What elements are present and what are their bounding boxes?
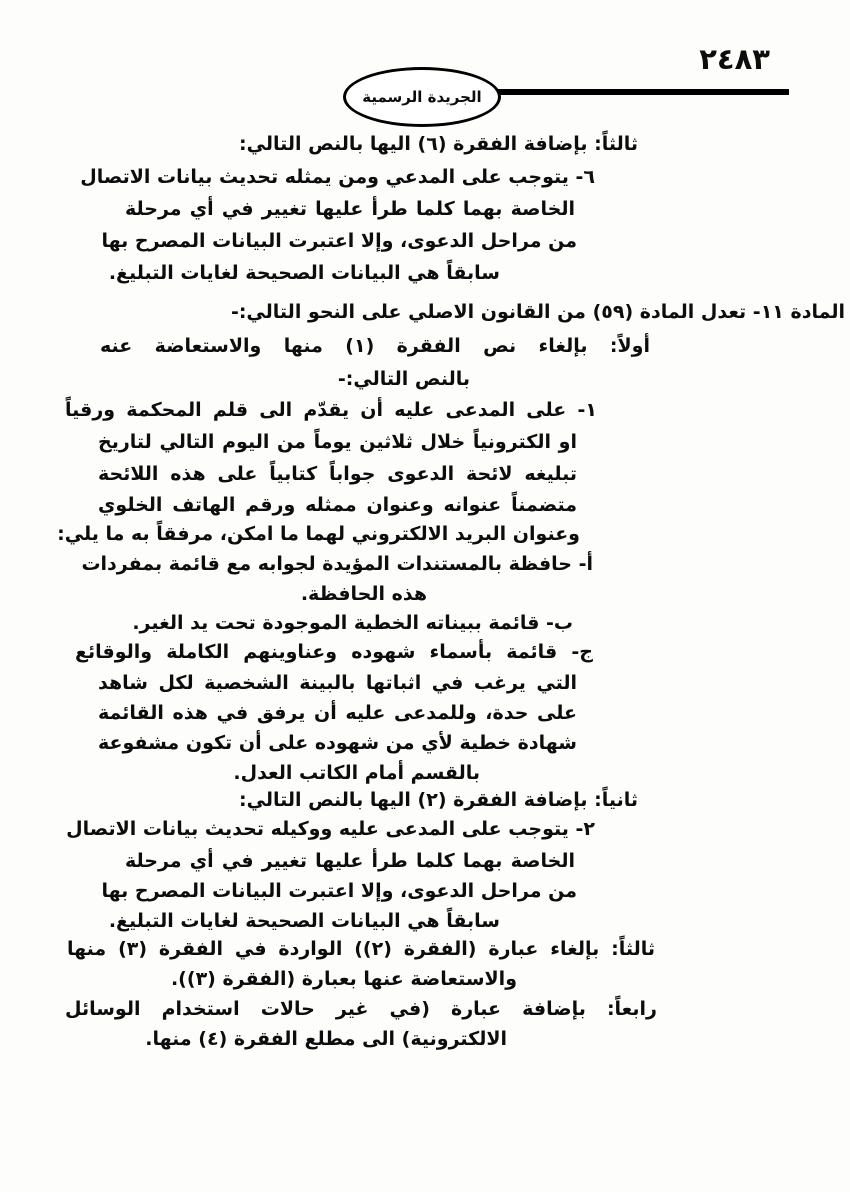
text-line: الخاصة بهما كلما طرأ عليها تغيير في أي مرحلة: [125, 198, 575, 220]
gazette-title-label: الجريدة الرسمية: [362, 88, 482, 106]
text-line: ثالثاً: بإلغاء عبارة (الفقرة (٢)) الواردة في الفقرة (٣) منها: [67, 938, 656, 960]
text-line: من مراحل الدعوى، وإلا اعتبرت البيانات المصرح بها: [101, 880, 577, 902]
text-line: ١- على المدعى عليه أن يقدّم الى قلم المحكمة ورقياً: [65, 399, 597, 421]
header-rule: [497, 89, 789, 95]
text-line: رابعاً: بإضافة عبارة (في غير حالات استخدام الوسائل: [65, 998, 657, 1020]
text-line: سابقاً هي البيانات الصحيحة لغايات التبليغ.: [108, 910, 500, 932]
text-line: الالكترونية) الى مطلع الفقرة (٤) منها.: [145, 1028, 507, 1050]
text-line: بالنص التالي:-: [337, 368, 470, 390]
text-line: أولاً: بإلغاء نص الفقرة (١) منها والاستعاضة عنه: [100, 335, 650, 357]
text-line: شهادة خطية لأي من شهوده على أن تكون مشفوعة: [98, 732, 577, 754]
text-line: ب- قائمة ببيناته الخطية الموجودة تحت يد الغير.: [132, 612, 573, 634]
text-line: ج- قائمة بأسماء شهوده وعناوينهم الكاملة والوقائع: [75, 641, 593, 663]
text-line: الخاصة بهما كلما طرأ عليها تغيير في أي مرحلة: [125, 850, 575, 872]
text-line: أ- حافظة بالمستندات المؤيدة لجوابه مع قائمة بمفردات: [81, 553, 593, 575]
text-line: بالقسم أمام الكاتب العدل.: [233, 762, 480, 784]
text-line: ٢- يتوجب على المدعى عليه ووكيله تحديث بيانات الاتصال: [66, 818, 595, 840]
text-line: ثانياً: بإضافة الفقرة (٢) اليها بالنص التالي:: [239, 789, 638, 811]
text-line: والاستعاضة عنها بعبارة (الفقرة (٣)).: [170, 968, 517, 990]
text-line: تبليغه لائحة الدعوى جواباً كتابياً على هذه اللائحة: [98, 463, 577, 485]
text-line: وعنوان البريد الالكتروني لهما ما امكن، مرفقاً به ما يلي:: [57, 523, 580, 545]
page-number: ٢٤٨٣: [699, 42, 770, 76]
text-line: المادة ١١- تعدل المادة (٥٩) من القانون الاصلي على النحو التالي:-: [230, 301, 845, 323]
text-line: التي يرغب في اثباتها بالبينة الشخصية لكل شاهد: [98, 672, 577, 694]
gazette-badge: [343, 67, 501, 127]
text-line: او الكترونياً خلال ثلاثين يوماً من اليوم التالي لتاريخ: [98, 431, 577, 453]
text-line: ثالثاً: بإضافة الفقرة (٦) اليها بالنص التالي:: [239, 133, 638, 155]
text-line: على حدة، وللمدعى عليه أن يرفق في هذه القائمة: [98, 702, 577, 724]
text-line: من مراحل الدعوى، وإلا اعتبرت البيانات المصرح بها: [101, 230, 577, 252]
text-line: ٦- يتوجب على المدعي ومن يمثله تحديث بيانات الاتصال: [80, 166, 595, 188]
text-line: هذه الحافظة.: [300, 583, 427, 605]
text-line: سابقاً هي البيانات الصحيحة لغايات التبليغ.: [108, 262, 500, 284]
text-line: متضمناً عنوانه وعنوان ممثله ورقم الهاتف الخلوي: [98, 494, 577, 516]
